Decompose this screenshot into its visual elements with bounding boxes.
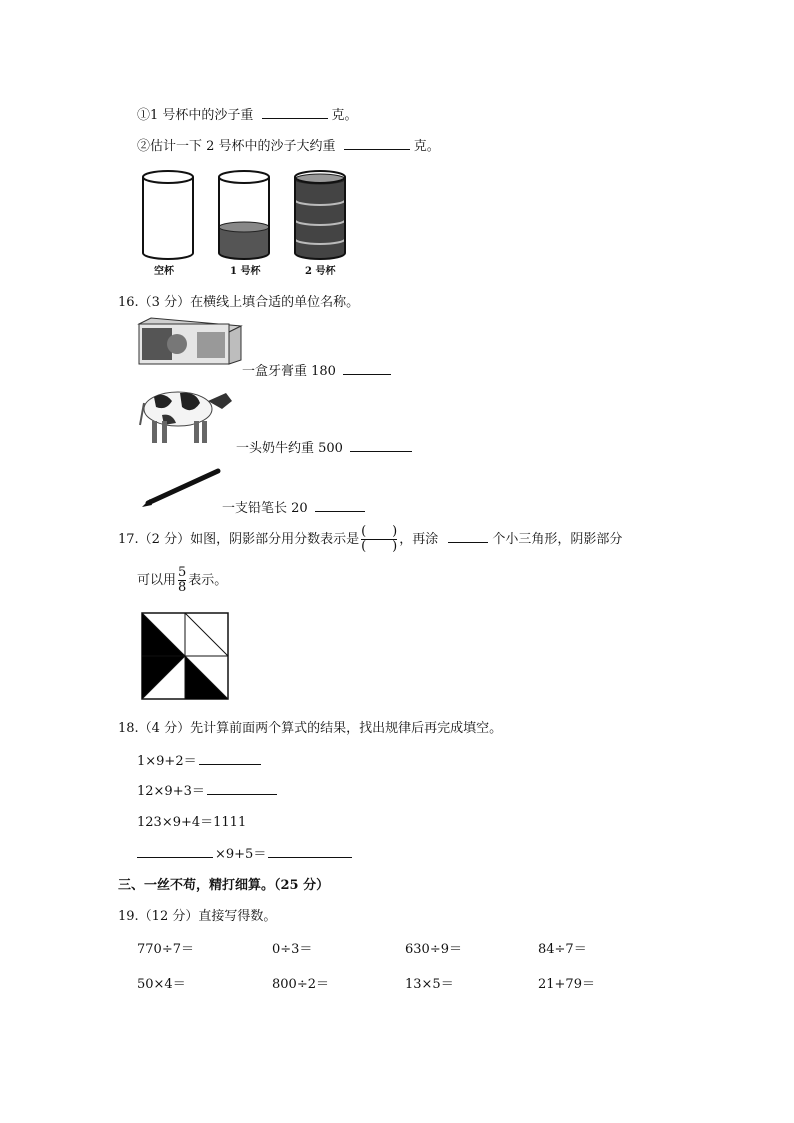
cow-image — [136, 385, 236, 447]
cup-1 — [219, 171, 269, 259]
answer-blank[interactable] — [137, 845, 213, 858]
q16-item-1: 一盒牙膏重 180 — [242, 360, 391, 379]
answer-blank[interactable] — [207, 782, 277, 795]
cup-label-empty: 空杯 — [154, 266, 174, 277]
q18-eq2: 12×9+3＝ — [137, 780, 277, 799]
q19-r2c4: 21+79＝ — [538, 977, 595, 992]
q15-sub1: ①1 号杯中的沙子重 克。 — [137, 108, 358, 123]
answer-blank[interactable] — [268, 845, 352, 858]
q18-title: 18.（4 分）先计算前面两个算式的结果，找出规律后再完成填空。 — [118, 721, 503, 736]
q19-r2c1: 50×4＝ — [137, 977, 186, 992]
cup-label-2: 2 号杯 — [305, 266, 336, 277]
q18-eq4: ×9+5＝ — [137, 843, 352, 862]
q19-title: 19.（12 分）直接写得数。 — [118, 909, 277, 924]
q19-r2c3: 13×5＝ — [405, 977, 454, 992]
q17-line1: 17.（2 分）如图，阴影部分用分数表示是 $\frac{( )}{( )}$ ，再涂 个小三角形，阴影部分 — [118, 524, 623, 554]
q19-r1c2: 0÷3＝ — [272, 942, 313, 957]
section-3-title: 三、一丝不苟，精打细算。（25 分） — [118, 878, 330, 893]
q19-r1c1: 770÷7＝ — [137, 942, 194, 957]
q19-r1c4: 84÷7＝ — [538, 942, 587, 957]
answer-blank[interactable] — [262, 106, 328, 119]
q19-r2c2: 800÷2＝ — [272, 977, 329, 992]
pencil-image — [140, 467, 224, 509]
empty-cup — [143, 171, 193, 259]
answer-blank[interactable] — [343, 362, 391, 375]
fraction-five-eighths: $\frac{5}{8}$ — [178, 565, 187, 595]
q15-sub2: ②估计一下 2 号杯中的沙子大约重 克。 — [137, 139, 440, 154]
cup-label-1: 1 号杯 — [230, 266, 261, 277]
q18-eq3: 123×9+4＝1111 — [137, 815, 247, 830]
answer-blank[interactable] — [448, 530, 488, 543]
triangle-grid-figure — [141, 612, 231, 702]
q17-line2: 可以用 $\frac{5}{8}$ 表示。 — [137, 565, 228, 595]
cups-illustration — [135, 165, 375, 275]
q16-item-3: 一支铅笔长 20 — [222, 497, 365, 516]
q19-r1c3: 630÷9＝ — [405, 942, 462, 957]
q18-eq1: 1×9+2＝ — [137, 750, 261, 769]
answer-blank[interactable] — [315, 499, 365, 512]
answer-blank[interactable] — [350, 439, 412, 452]
answer-blank[interactable] — [199, 752, 261, 765]
q16-title: 16.（3 分）在横线上填合适的单位名称。 — [118, 295, 360, 310]
q16-item-2: 一头奶牛约重 500 — [236, 437, 412, 456]
answer-blank[interactable] — [344, 137, 410, 150]
cup-2 — [295, 171, 345, 259]
toothpaste-box-image — [137, 318, 241, 368]
answer-fraction-blank[interactable]: $\frac{( )}{( )}$ — [361, 524, 398, 554]
